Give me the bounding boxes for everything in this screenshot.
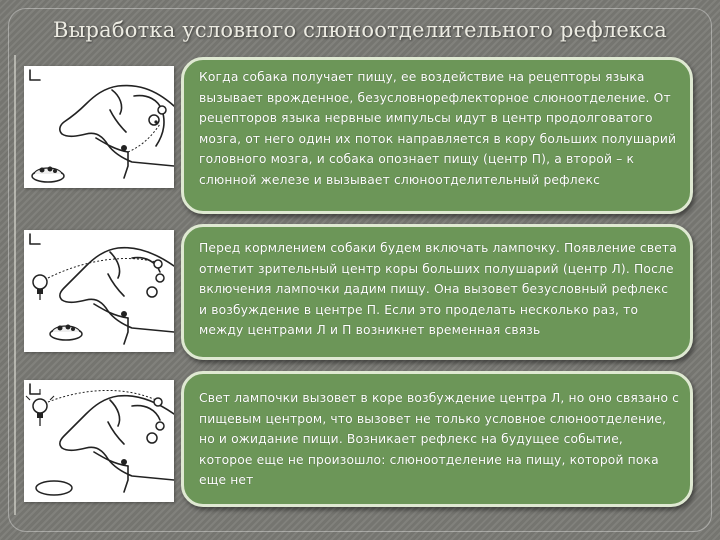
callout-text-3: Свет лампочки вызовет в коре возбуждение центра Л, но оно связано с пищевым центром, что вызовет не только условное слюноотделение, но и ожидание пищи. Возникает рефлекс на будущее событие, которое еще не произошло: слюноотделение на пищу, которой пока еще нет: [199, 391, 680, 487]
light-bulb-icon: [33, 275, 47, 300]
dog-diagram-3: [24, 380, 174, 502]
dog-head-outline: [60, 86, 174, 166]
callout-panel-3: [181, 371, 693, 507]
callout-panel-1: [181, 57, 693, 214]
panel-corner-mark: [30, 234, 40, 244]
callout-panel-2: [181, 224, 693, 360]
brain-center-l: [154, 398, 162, 406]
slide-border-line: [14, 55, 16, 515]
panel-corner-mark: [30, 70, 40, 80]
brain-center-p: [158, 106, 166, 114]
empty-food-bowl: [36, 481, 72, 495]
callout-text-2: Перед кормлением собаки будем включать лампочку. Появление света отметит зрительный центр коры больших полушарий (центр Л). После включения лампочки дадим пищу. Она вызовет безусловный рефлекс и возбуждение в центре П. Если это проделать несколько раз, то между центрами Л и П возникнет временная связь: [199, 241, 677, 337]
dog-diagram-1: [24, 66, 174, 188]
nerve-pathway: [128, 124, 160, 152]
brain-center-p: [156, 274, 164, 282]
callout-text-1: Когда собака получает пищу, ее воздействие на рецепторы языка вызывает врожденное, безусловнорефлекторное слюноотделение. От рецепторов языка нервные импульсы идут в центр продолговатого мозга, от него один их поток направляется в кору больших полушарий головного мозга, и собака опознает пищу (центр П), а второй – к слюнной железе и вызывает слюноотделительный рефлекс: [199, 70, 677, 187]
slide-title: Выработка условного слюноотделительного рефлекса: [52, 18, 668, 42]
panel-corner-mark: [30, 384, 40, 394]
dog-diagram-2: [24, 230, 174, 352]
brain-center-p: [156, 422, 164, 430]
brain-center-l: [154, 260, 162, 268]
